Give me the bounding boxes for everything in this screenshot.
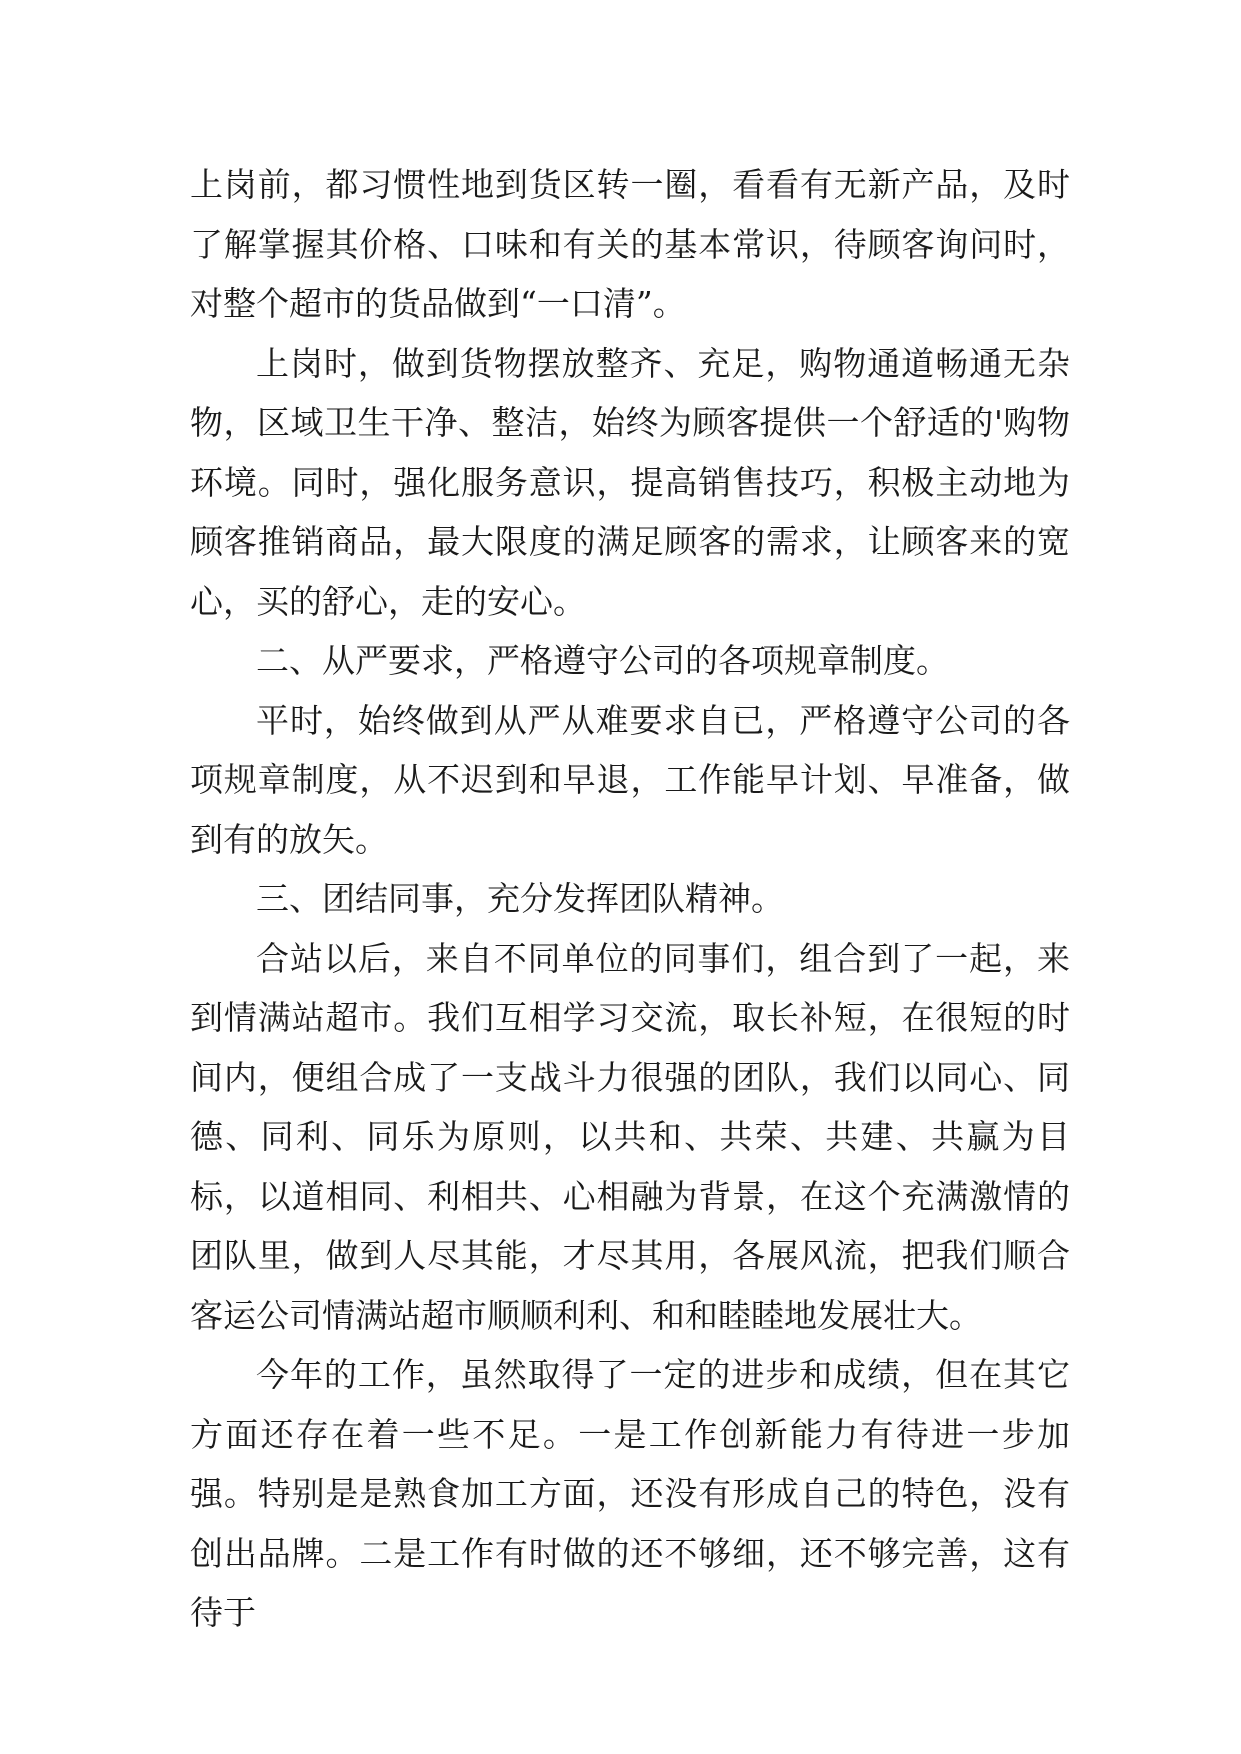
document-body [190,155,1070,1643]
paragraph-1: 上岗前，都习惯性地到货区转一圈，看看有无新产品，及时了解掌握其价格、口味和有关的基本常识，待顾客询问时，对整个超市的货品做到“一口清”。 [190,165,1070,323]
paragraph-4: 合站以后，来自不同单位的同事们，组合到了一起，来到情满站超市。我们互相学习交流，取长补短，在很短的时间内，便组合成了一支战斗力很强的团队，我们以同心、同德、同利、同乐为原则，以共和、共荣、共建、共赢为目标，以道相同、利相共、心相融为背景，在这个充满激情的团队里，做到人尽其能，才尽其用，各展风流，把我们顺合客运公司情满站超市顺顺利利、和和睦睦地发展壮大。 [190,938,1070,1335]
paragraph-3: 平时，始终做到从严从难要求自已，严格遵守公司的各项规章制度，从不迟到和早退，工作能早计划、早准备，做到有的放矢。 [190,700,1070,859]
section-heading-2: 二、从严要求，严格遵守公司的各项规章制度。 [256,641,949,680]
section-heading-3: 三、团结同事，充分发挥团队精神。 [256,879,784,918]
paragraph-2: 上岗时，做到货物摆放整齐、充足，购物通道畅通无杂物，区域卫生干净、整洁，始终为顾客提供一个舒适的'购物环境。同时，强化服务意识，提高销售技巧，积极主动地为顾客推销商品，最大限度的满足顾客的需求，让顾客来的宽心，买的舒心，走的安心。 [190,343,1070,621]
paragraph-5: 今年的工作，虽然取得了一定的进步和成绩，但在其它方面还存在着一些不足。一是工作创新能力有待进一步加强。特别是是熟食加工方面，还没有形成自己的特色，没有创出品牌。二是工作有时做的还不够细，还不够完善，这有待于 [190,1355,1070,1632]
